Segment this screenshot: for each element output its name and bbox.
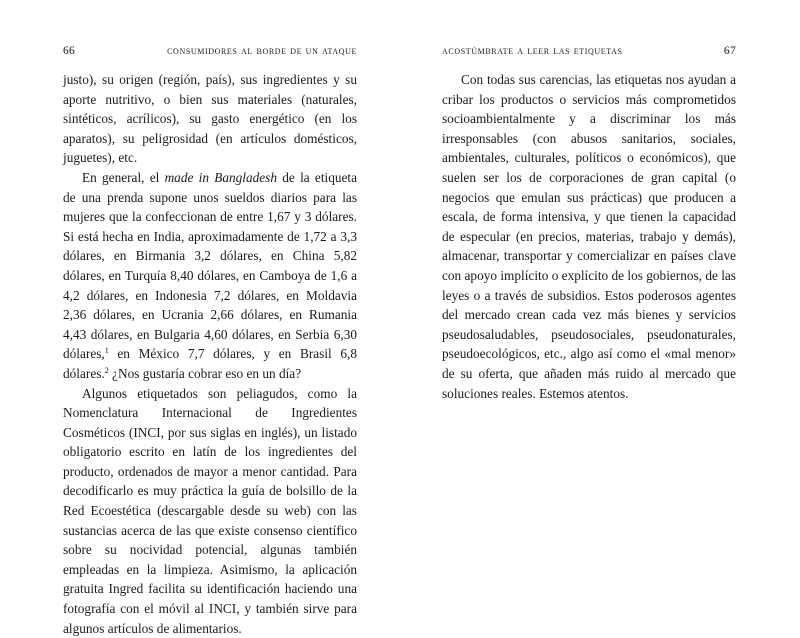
italic-phrase: made in Bangladesh xyxy=(165,170,277,185)
right-page-number: 67 xyxy=(724,45,736,57)
paragraph-middle: de la etiqueta de una prenda supone unos sueldos diarios para las mujeres que la confeccionan de entre 1,67 y 3 dólares. Si está hecha en India, aproximadamente de 1,72 a 3,3 dólares, en Birmania 3,2 dólares, en China 5,82 dólares, en Turquía 8,40 dólares, en Camboya de 1,6 a 4,2 dólares, en Indonesia 7,2 dólares, en Moldavia 2,36 dólares, en Ucrania 2,66 dólares, en Rumania 4,43 dólares, en Bulgaria 4,60 dólares, en Serbia 6,30 dólares, xyxy=(63,170,357,361)
footnote-marker[interactable]: 1 xyxy=(105,346,109,355)
left-running-title: consumidores al borde de un ataque xyxy=(167,43,357,58)
left-running-head xyxy=(63,43,357,59)
paragraph: Algunos etiquetados son peliagudos, como la Nomenclatura Internacional de Ingredientes Cosméticos (INCI, por sus siglas en inglés), un listado obligatorio escrito en latín de los ingredientes del producto, ordenados de mayor a menor cantidad. Para decodificarlo es muy práctica la guía de bolsillo de la Red Ecoestética (descargable desde su web) con las sustancias acerca de las que existe consenso científico sobre su nocividad potencial, algunas también empleadas en la limpieza. Asimismo, la aplicación gratuita Ingred facilita su identificación haciendo una fotografía con el móvil al INCI, y también sirve para algunos artículos de alimentarios. xyxy=(63,384,357,638)
right-body-text xyxy=(442,70,736,403)
paragraph-middle-2: en México 7,7 dólares, y en Brasil 6,8 dólares. xyxy=(63,346,357,381)
right-running-head xyxy=(442,43,736,59)
paragraph: justo), su origen (región, país), sus ingredientes y su aporte nutritivo, o bien sus materiales (naturales, sintéticos, acrílicos), su gasto energético (en los aparatos), su peligrosidad (en artículos domésticos, juguetes), etc. xyxy=(63,70,357,168)
paragraph-tail: ¿Nos gustaría cobrar eso en un día? xyxy=(109,366,301,381)
left-body-text xyxy=(63,70,357,638)
right-running-title: acostúmbrate a leer las etiquetas xyxy=(442,43,623,58)
left-page xyxy=(0,0,400,560)
left-page-number: 66 xyxy=(63,45,75,57)
paragraph xyxy=(63,168,357,384)
right-page xyxy=(400,0,800,560)
paragraph: Con todas sus carencias, las etiquetas nos ayudan a cribar los productos o servicios más comprometidos socioambientalmente y a discriminar los más irresponsables (con abusos sanitarios, sociales, ambientales, culturales, políticos o económicos), que suelen ser los de corporaciones de gran capital (o negocios que emulan sus prácticas) que producen a escala, de forma intensiva, y que tienen la capacidad de especular (en precios, materias, trabajo y demás), almacenar, transportar y comercializar en países clave con apoyo implícito o explícito de los gobiernos, de las leyes o a través de subsidios. Estos poderosos agentes del mercado crean cada vez más bienes y servicios pseudosaludables, pseudosociales, pseudonaturales, pseudoecológicos, etc., algo así como el «mal menor» de su oferta, que añaden más ruido al mercado que soluciones reales. Estemos atentos. xyxy=(442,70,736,403)
footnote-marker[interactable]: 2 xyxy=(105,366,109,375)
paragraph-lead: En general, el xyxy=(82,170,165,185)
